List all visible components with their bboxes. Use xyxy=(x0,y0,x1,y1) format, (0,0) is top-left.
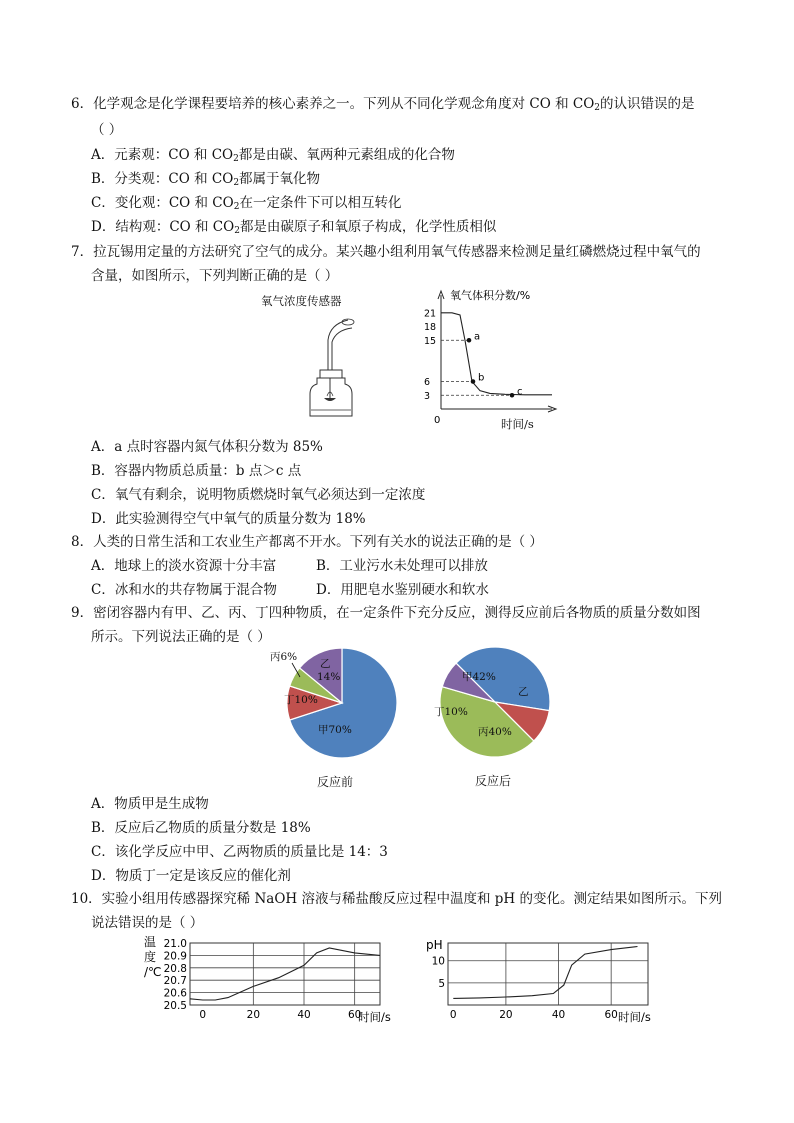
q7-option-c[interactable]: C．氧气有剩余，说明物质燃烧时氧气必须达到一定浓度 xyxy=(91,487,426,503)
phchart-frame xyxy=(448,943,648,1005)
temperature-chart xyxy=(140,935,400,1030)
o2-point-c xyxy=(510,393,515,398)
o2-ytick-6: 6 xyxy=(424,377,431,388)
sensor-head xyxy=(342,319,354,325)
q7-stem-1: 7．拉瓦锡用定量的方法研究了空气的成分。某兴趣小组利用氧气传感器来检测足量红磷燃烧过程中氧气的 xyxy=(71,244,701,260)
q7-option-a[interactable]: A．a 点时容器内氮气体积分数为 85% xyxy=(91,439,323,455)
tchart-xtick-0: 0 xyxy=(199,1009,207,1021)
q7-option-d[interactable]: D．此实验测得空气中氧气的质量分数为 18% xyxy=(91,511,366,527)
apparatus-figure xyxy=(300,312,370,422)
tchart-ytick-20.6: 20.6 xyxy=(163,987,187,1000)
sensor-wire xyxy=(328,320,348,372)
q8-option-a[interactable]: A．地球上的淡水资源十分丰富 xyxy=(91,558,277,574)
phchart-xtick-40: 40 xyxy=(551,1009,566,1021)
oxygen-curve xyxy=(441,313,552,398)
y-axis-label: 氧气体积分数/% xyxy=(450,289,531,302)
origin-label: 0 xyxy=(434,415,441,426)
q6-option-b[interactable]: B．分类观：CO 和 $CO_2$都属于氧化物 xyxy=(91,171,321,188)
pie1-label-甲: 甲42% xyxy=(462,671,496,683)
pie-charts xyxy=(262,645,562,790)
o2-point-b xyxy=(471,379,476,384)
o2-ytick-21: 21 xyxy=(424,308,437,320)
pie-before xyxy=(270,648,397,758)
q6-stem: 6．化学观念是化学课程要培养的核心素养之一。下列从不同化学观念角度对 CO 和 $CO_2$的认识错误的是 xyxy=(71,96,695,113)
q8-option-c[interactable]: C．冰和水的共存物属于混合物 xyxy=(91,582,277,598)
q9-stem-2: 所示。下列说法正确的是（ ） xyxy=(91,629,271,645)
o2-ytick-15: 15 xyxy=(424,335,437,347)
sensor-wire-2 xyxy=(332,328,352,372)
q9-option-b[interactable]: B．反应后乙物质的质量分数是 18% xyxy=(91,820,311,836)
tchart-xtick-40: 40 xyxy=(297,1009,311,1021)
o2-point-label-b: b xyxy=(478,372,485,384)
tchart-ytick-20.7: 20.7 xyxy=(163,975,187,988)
o2-x-axis-label: 时间/s xyxy=(501,417,534,431)
q7-option-b[interactable]: B．容器内物质总质量：b 点＞c 点 xyxy=(91,463,302,479)
pie0-label-乙-name: 乙 xyxy=(320,658,331,670)
o2-point-a xyxy=(467,338,472,343)
pie-after xyxy=(434,647,550,757)
q7-stem-2: 含量，如图所示，下列判断正确的是（ ） xyxy=(91,268,339,284)
q9-option-c[interactable]: C．该化学反应中甲、乙两物质的质量比是 14：3 xyxy=(91,844,388,860)
tchart-ytick-21.0: 21.0 xyxy=(163,938,187,950)
q10-stem-2: 说法错误的是（ ） xyxy=(91,915,204,931)
q6-option-d[interactable]: D．结构观：CO 和 $CO_2$都是由碳原子和氧原子构成，化学性质相似 xyxy=(91,219,497,236)
burning-spoon xyxy=(324,398,336,401)
o2-point-label-c: c xyxy=(517,386,523,398)
phchart-xtick-60: 60 xyxy=(604,1009,618,1021)
q8-option-d[interactable]: D．用肥皂水鉴别硬水和软水 xyxy=(316,582,489,598)
ph-chart xyxy=(420,935,670,1030)
oxygen-chart xyxy=(420,287,560,427)
pie1-label-丁: 丁10% xyxy=(434,706,468,718)
q8-stem: 8．人类的日常生活和工农业生产都离不开水。下列有关水的说法正确的是（ ） xyxy=(71,534,543,550)
phchart-ytick-10: 10 xyxy=(431,955,445,968)
pie1-label-乙: 乙 xyxy=(518,686,529,698)
phchart-xlabel: 时间/s xyxy=(618,1010,651,1024)
tchart-xlabel: 时间/s xyxy=(358,1010,391,1024)
pie0-label-丁: 丁10% xyxy=(284,694,318,706)
q6-option-a[interactable]: A．元素观：CO 和 $CO_2$都是由碳、氧两种元素组成的化合物 xyxy=(91,147,455,164)
tchart-ylabel-1: 温 xyxy=(144,935,157,949)
tchart-ytick-20.8: 20.8 xyxy=(163,962,187,975)
phchart-xtick-20: 20 xyxy=(499,1009,513,1021)
phchart-ytick-5: 5 xyxy=(438,977,445,990)
tchart-xtick-60: 60 xyxy=(347,1009,362,1021)
tchart-ylabel-2: 度 xyxy=(144,950,157,964)
phchart-xtick-0: 0 xyxy=(449,1009,457,1021)
pie-after-title: 反应后 xyxy=(475,774,512,788)
phchart-curve xyxy=(453,947,637,999)
tchart-ytick-20.5: 20.5 xyxy=(163,1000,187,1012)
pie1-label-丙: 丙40% xyxy=(478,726,512,738)
phchart-ylabel: pH xyxy=(426,938,443,952)
stopper xyxy=(320,370,342,378)
q6-answer-paren: （ ） xyxy=(91,122,123,138)
q8-option-b[interactable]: B．工业污水未处理可以排放 xyxy=(316,558,488,574)
o2-point-label-a: a xyxy=(474,331,481,343)
o2-ytick-18: 18 xyxy=(424,322,437,333)
o2-ytick-3: 3 xyxy=(424,390,431,402)
pie-before-title: 反应前 xyxy=(317,775,354,789)
q10-stem-1: 10．实验小组用传感器探究稀 NaOH 溶液与稀盐酸反应过程中温度和 pH 的变化。测定结果如图所示。下列 xyxy=(71,891,722,907)
sensor-label: 氧气浓度传感器 xyxy=(261,294,342,308)
tchart-ylabel-3: /℃ xyxy=(144,965,162,979)
pie0-label-丙: 丙6% xyxy=(270,651,298,663)
q9-option-d[interactable]: D．物质丁一定是该反应的催化剂 xyxy=(91,868,291,884)
q9-stem-1: 9．密闭容器内有甲、乙、丙、丁四种物质，在一定条件下充分反应，测得反应前后各物质的质量分数如图 xyxy=(71,605,701,621)
q9-option-a[interactable]: A．物质甲是生成物 xyxy=(91,796,209,812)
pie0-label-乙-value: 14% xyxy=(317,671,341,683)
pie0-label-甲: 甲70% xyxy=(318,724,352,736)
q6-option-c[interactable]: C．变化观：CO 和 $CO_2$在一定条件下可以相互转化 xyxy=(91,195,402,212)
tchart-ytick-20.9: 20.9 xyxy=(163,950,187,963)
tchart-xtick-20: 20 xyxy=(246,1009,261,1021)
